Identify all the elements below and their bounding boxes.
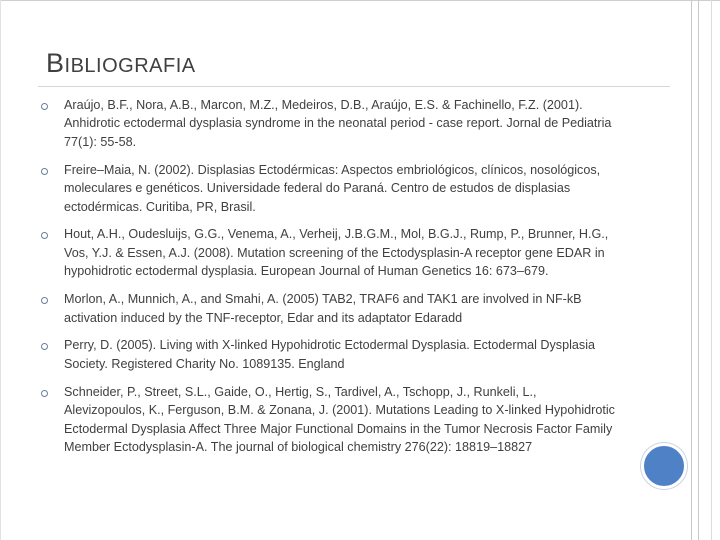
hollow-circle-bullet-icon	[41, 343, 48, 350]
right-frame-line	[711, 0, 712, 540]
slide-title-rest: IBLIOGRAFIA	[64, 55, 196, 77]
slide-title-initial: B	[46, 48, 65, 78]
hollow-circle-bullet-icon	[41, 297, 48, 304]
hollow-circle-bullet-icon	[41, 168, 48, 175]
right-frame-line	[698, 0, 699, 540]
reference-text: Freire–Maia, N. (2002). Displasias Ectodérmicas: Aspectos embriológicos, clínicos, nosológicos, moleculares e genéticos. Universidade federal do Paraná. Centro de estudos de displasias ectodérmicas. Curitiba, PR, Brasil.	[64, 162, 601, 214]
reference-item	[40, 336, 620, 373]
right-frame-line	[691, 0, 692, 540]
slide-title	[46, 48, 196, 81]
reference-item	[40, 383, 620, 457]
reference-item	[40, 225, 620, 280]
reference-text: Perry, D. (2005). Living with X-linked Hypohidrotic Ectodermal Dysplasia. Ectodermal Dysplasia Society. Registered Charity No. 1089135. England	[64, 338, 596, 371]
reference-text: Schneider, P., Street, S.L., Gaide, O., Hertig, S., Tardivel, A., Tschopp, J., Runkeli, L., Alevizopoulos, K., Ferguson, B.M. & Zonana, J. (2001). Mutations Leading to X-linked Hypohidrotic Ectodermal Dysplasia Affect Three Major Functional Domains in the Tumor Necrosis Factor Family Member Ectodysplasin-A. The journal of biological chemistry 276(22): 18819–18827	[64, 384, 615, 454]
reference-list	[40, 96, 620, 466]
reference-item	[40, 96, 620, 151]
reference-text: Hout, A.H., Oudesluijs, G.G., Venema, A., Verheij, J.B.G.M., Mol, B.G.J., Rump, P., Brunner, H.G., Vos, Y.J. & Essen, A.J. (2008). Mutation screening of the Ectodysplasin-A receptor gene EDAR in hypohidrotic ectodermal dysplasia. European Journal of Human Genetics 16: 673–679.	[64, 227, 609, 279]
hollow-circle-bullet-icon	[41, 232, 48, 239]
reference-item	[40, 161, 620, 216]
frame-top-line	[0, 0, 720, 1]
hollow-circle-bullet-icon	[41, 103, 48, 110]
reference-item	[40, 290, 620, 327]
blue-circle-decoration	[641, 443, 687, 489]
reference-text: Araújo, B.F., Nora, A.B., Marcon, M.Z., Medeiros, D.B., Araújo, E.S. & Fachinello, F.Z. (2001). Anhidrotic ectodermal dysplasia syndrome in the neonatal period - case report. Jornal de Pediatria 77(1): 55-58.	[64, 98, 612, 149]
reference-text: Morlon, A., Munnich, A., and Smahi, A. (2005) TAB2, TRAF6 and TAK1 are involved in NF-kB activation induced by the TNF-receptor, Edar and its adaptator Edaradd	[64, 292, 582, 325]
hollow-circle-bullet-icon	[41, 390, 48, 397]
frame-left-line	[0, 0, 1, 540]
title-divider	[38, 86, 670, 87]
